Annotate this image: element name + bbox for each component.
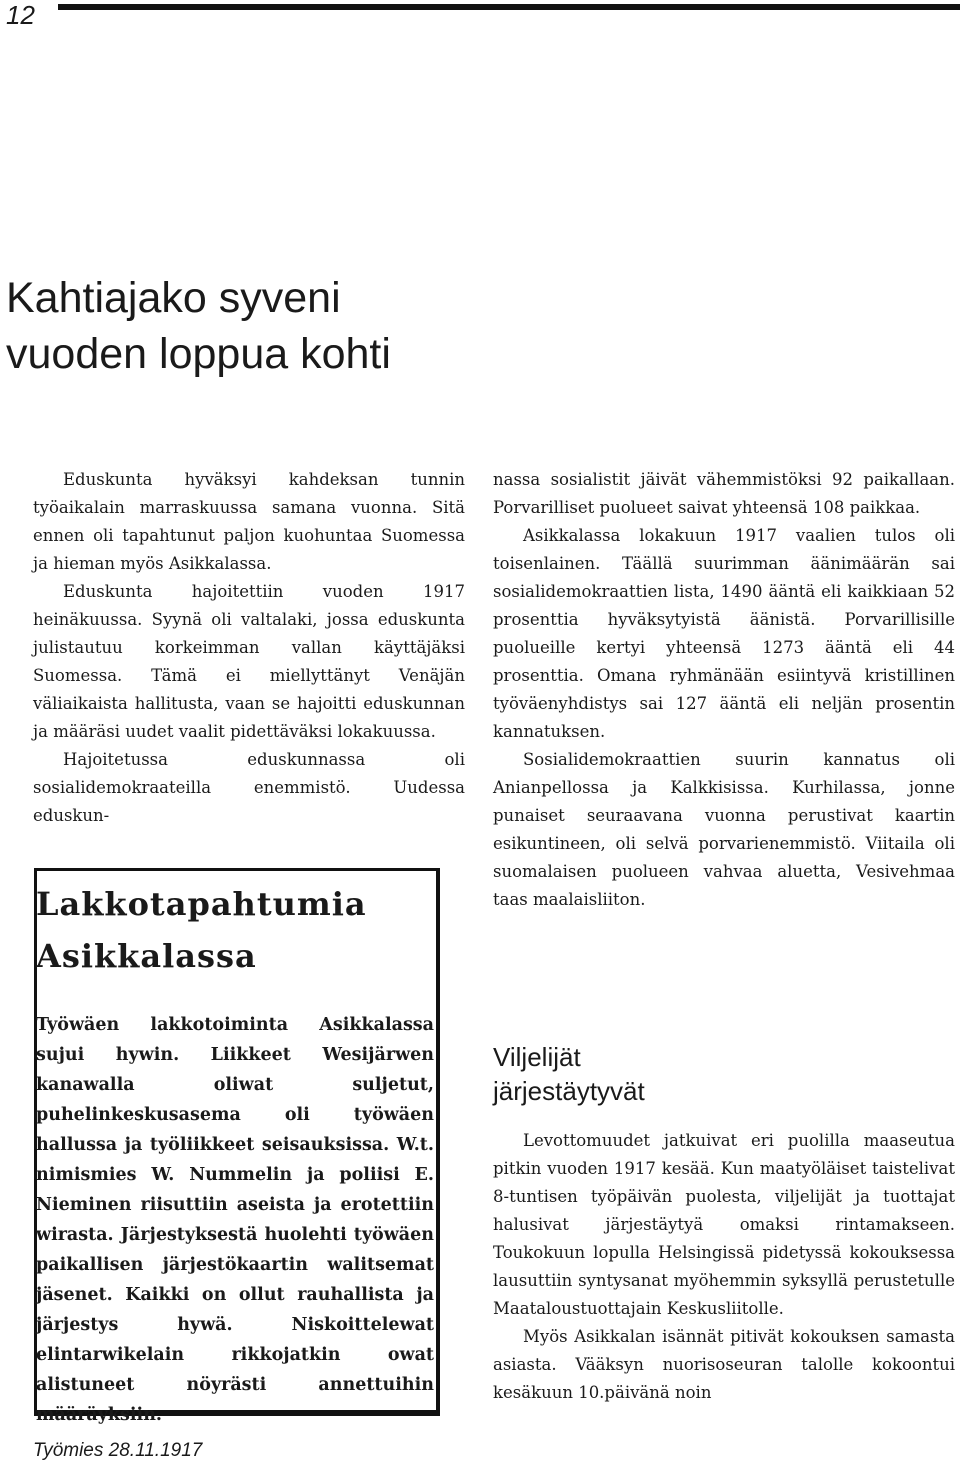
paragraph: nassa sosialistit jäivät vähemmistöksi 92 paikallaan. Porvarilliset puolueet saivat yhteensä 108 paikkaa. <box>493 470 955 517</box>
paragraph: Hajoitetussa eduskunnassa oli sosialidemokraateilla enemmistö. Uudessa eduskun- <box>33 750 465 825</box>
paragraph: Levottomuudet jatkuivat eri puolilla maaseutua pitkin vuoden 1917 kesää. Kun maatyöläiset taistelivat 8-tuntisen työpäivän puolesta, viljelijät ja tuottajat halusivat järjestäytyä omaksi rintamakseen. Toukokuun lopulla Helsingissä pidetyssä kokouksessa lausuttiin syntysanat myöhemmin syksyllä perustetulle Maataloustuottajain Keskusliitolle. <box>493 1131 955 1318</box>
paragraph: Sosialidemokraattien suurin kannatus oli Anianpellossa ja Kalkkisissa. Kurhilassa, jonne punaiset seuraavana vuonna perustivat kaartin esikuntineen, oli selvä porvarienemmistö. Viitaila oli suomalaisen puolueen vahvaa aluetta, Vesivehmaa taas maalaisliiton. <box>493 750 955 909</box>
right-column <box>493 466 955 914</box>
box-title-line: Lakkotapahtumia <box>36 885 367 923</box>
title-line: Kahtiajako syveni <box>6 274 341 322</box>
left-column <box>33 466 465 830</box>
paragraph: Myös Asikkalan isännät pitivät kokouksen samasta asiasta. Vääksyn nuorisoseuran talolle kokoontui kesäkuun 10.päivänä noin <box>493 1327 955 1402</box>
box-title <box>36 878 367 982</box>
page-number: 12 <box>6 0 35 30</box>
title-line: vuoden loppua kohti <box>6 330 391 378</box>
paragraph: Eduskunta hyväksyi kahdeksan tunnin työaikalain marraskuussa samana vuonna. Sitä ennen oli tapahtunut paljon kuohuntaa Suomessa ja hieman myös Asikkalassa. <box>33 470 465 573</box>
page-title <box>6 270 906 382</box>
subheading <box>493 1040 645 1108</box>
paragraph: Asikkalassa lokakuun 1917 vaalien tulos oli toisenlainen. Täällä suurimman äänimäärän sai sosialidemokraattien lista, 1490 ääntä eli kaikkiaan 52 prosenttia hyväksytyistä äänistä. Porvarillisille puolueille kertyi yhteensä 1273 ääntä eli 44 prosenttia. Omana ryhmänään esiintyvä kristillinen työväenyhdistys sai 127 ääntä eli neljän prosentin kannatuksen. <box>493 526 955 741</box>
box-title-line: Asikkalassa <box>36 937 257 975</box>
top-rule <box>58 4 960 10</box>
source-citation: Työmies 28.11.1917 <box>33 1440 203 1461</box>
paragraph: Eduskunta hajoitettiin vuoden 1917 heinäkuussa. Syynä oli valtalaki, jossa eduskunta julistautuu korkeimman vallan käyttäjäksi Suomessa. Tämä ei miellyttänyt Venäjän väliaikaista hallitusta, vaan se hajoitti eduskunnan ja määräsi uudet vaalit pidettäväksi lokakuussa. <box>33 582 465 741</box>
right-column-lower <box>493 1127 955 1407</box>
subheading-line: järjestäytyvät <box>493 1076 645 1106</box>
subheading-line: Viljelijät <box>493 1042 581 1072</box>
box-text: Työwäen lakkotoiminta Asikkalassa sujui hywin. Liikkeet Wesijärwen kanawalla oliwat suljetut, puhelinkeskusasema oli työwäen hallussa ja työliikkeet seisauksissa. W.t. nimismies W. Nummelin ja poliisi E. Nieminen riisuttiin aseista ja erotettiin wirasta. Järjestyksestä huolehti työwäen paikallisen järjestökaartin walitsemat jäsenet. Kaikki on ollut rauhallista ja järjestys hywä. Niskoittelewat elintarwikelain rikkojatkin owat alistuneet nöyrästi annettuihin määräyksiin. <box>36 1015 434 1425</box>
